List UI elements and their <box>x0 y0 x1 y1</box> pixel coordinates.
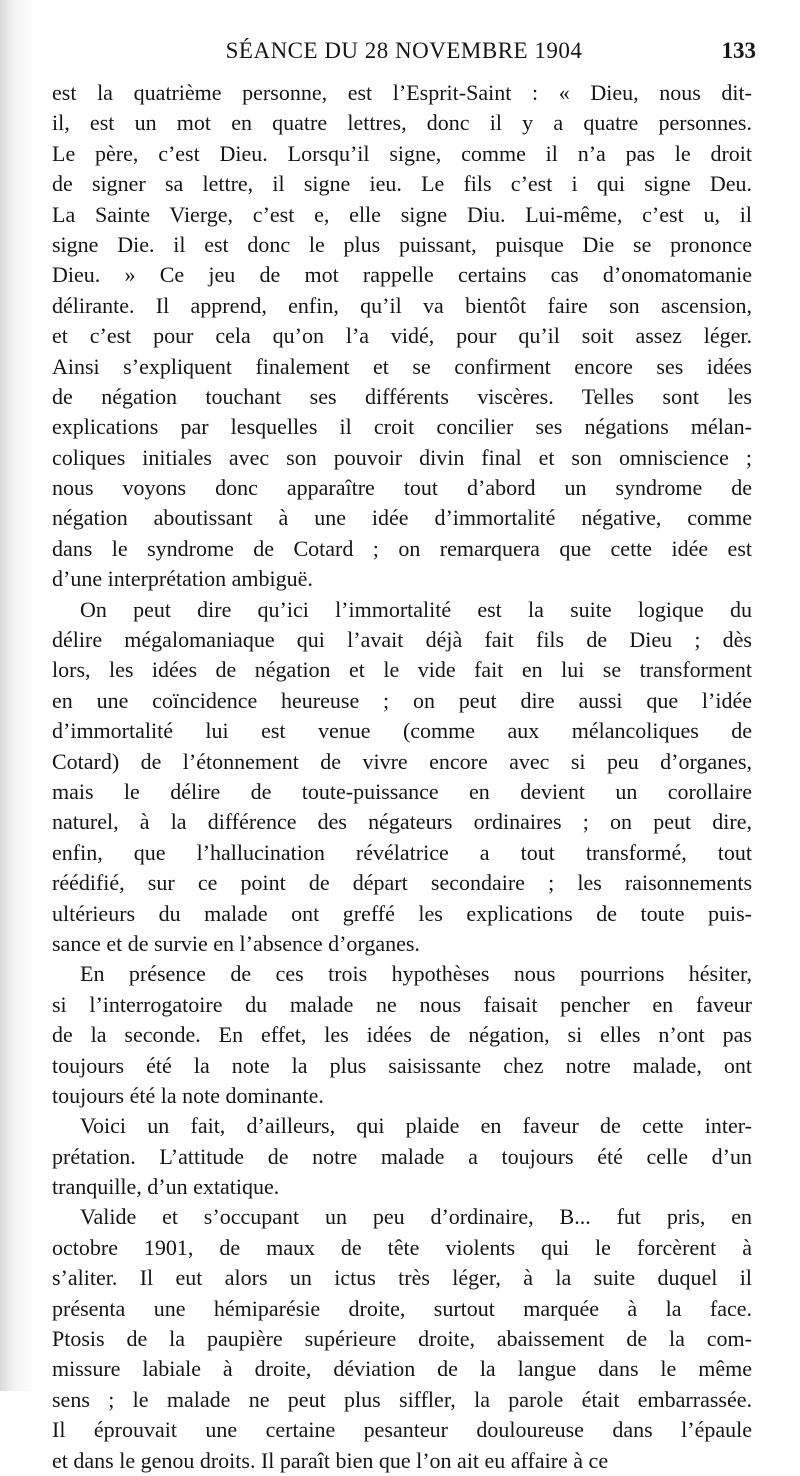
text-line: On peut dire qu’ici l’immortalité est la suite logique du <box>80 596 752 622</box>
text-line: présenta une hémiparésie droite, surtout marquée à la face. <box>52 1295 752 1321</box>
text-line: si l’interrogatoire du malade ne nous faisait pencher en faveur <box>52 991 752 1017</box>
text-line: délirante. Il apprend, enfin, qu’il va bientôt faire son ascension, <box>52 292 752 318</box>
text-line: lors, les idées de négation et le vide fait en lui se transforment <box>52 657 752 683</box>
text-line: dans le syndrome de Cotard ; on remarquera que cette idée est <box>52 535 752 561</box>
text-line: il, est un mot en quatre lettres, donc il y a quatre personnes. <box>52 110 752 136</box>
text-line: tranquille, d’un extatique. <box>52 1174 280 1200</box>
text-line: signe Die. il est donc le plus puissant, puisque Die se prononce <box>52 231 752 257</box>
text-line: et dans le genou droits. Il paraît bien que l’on ait eu affaire à ce <box>52 1447 609 1473</box>
text-line: toujours été la note dominante. <box>52 1082 324 1108</box>
text-line: de négation touchant ses différents viscères. Telles sont les <box>52 383 752 409</box>
text-line: sens ; le malade ne peut plus siffler, la parole était embarrassée. <box>52 1386 752 1412</box>
text-line: naturel, à la différence des négateurs ordinaires ; on peut dire, <box>52 809 752 835</box>
text-line: prétation. L’attitude de notre malade a toujours été celle d’un <box>52 1143 752 1169</box>
paragraph <box>52 78 752 595</box>
text-line: La Sainte Vierge, c’est e, elle signe Diu. Lui-même, c’est u, il <box>52 201 752 227</box>
text-line: de la seconde. En effet, les idées de négation, si elles n’ont pas <box>52 1022 752 1048</box>
text-line: Dieu. » Ce jeu de mot rappelle certains cas d’onomatomanie <box>52 262 752 288</box>
text-line: est la quatrième personne, est l’Esprit-Saint : « Dieu, nous dit- <box>52 80 752 105</box>
text-line: Ainsi s’expliquent finalement et se confirment encore ses idées <box>52 353 752 379</box>
text-line: Cotard) de l’étonnement de vivre encore avec si peu d’organes, <box>52 748 752 774</box>
paragraph <box>52 595 752 960</box>
paragraph <box>52 959 752 1111</box>
text-line: sance et de survie en l’absence d’organes. <box>52 930 420 956</box>
text-line: toujours été la note la plus saisissante chez notre malade, ont <box>52 1052 752 1078</box>
text-line: Le père, c’est Dieu. Lorsqu’il signe, comme il n’a pas le droit <box>52 140 752 166</box>
text-line: Ptosis de la paupière supérieure droite, abaissement de la com- <box>52 1326 752 1352</box>
text-line: négation aboutissant à une idée d’immortalité négative, comme <box>52 505 752 531</box>
text-line: ultérieurs du malade ont greffé les explications de toute puis- <box>52 900 752 926</box>
text-line: mais le délire de toute-puissance en devient un corollaire <box>52 778 752 804</box>
header-title: SÉANCE DU 28 NOVEMBRE 1904 <box>225 38 583 63</box>
text-line: explications par lesquelles il croit concilier ses négations mélan- <box>52 414 752 440</box>
text-line: Valide et s’occupant un peu d’ordinaire, B... fut pris, en <box>80 1204 752 1230</box>
text-line: octobre 1901, de maux de tête violents qui le forcèrent à <box>52 1234 752 1260</box>
paragraph <box>52 1111 752 1202</box>
page-number: 133 <box>721 38 756 63</box>
text-line: nous voyons donc apparaître tout d’abord un syndrome de <box>52 475 752 501</box>
running-header <box>52 38 756 68</box>
text-line: s’aliter. Il eut alors un ictus très léger, à la suite duquel il <box>52 1265 752 1291</box>
text-line: en une coïncidence heureuse ; on peut dire aussi que l’idée <box>52 687 752 713</box>
body-text <box>52 78 752 1476</box>
text-line: et c’est pour cela qu’on l’a vidé, pour qu’il soit assez léger. <box>52 323 752 349</box>
text-line: missure labiale à droite, déviation de la langue dans le même <box>52 1356 752 1382</box>
text-line: d’une interprétation ambiguë. <box>52 566 313 592</box>
text-line: Voici un fait, d’ailleurs, qui plaide en faveur de cette inter- <box>80 1113 752 1139</box>
text-line: de signer sa lettre, il signe ieu. Le fils c’est i qui signe Deu. <box>52 171 752 197</box>
text-line: Il éprouvait une certaine pesanteur douloureuse dans l’épaule <box>52 1417 752 1443</box>
text-line: réédifié, sur ce point de départ secondaire ; les raisonnements <box>52 870 752 896</box>
text-line: En présence de ces trois hypothèses nous pourrions hésiter, <box>80 961 752 987</box>
paragraph <box>52 1202 752 1476</box>
text-line: coliques initiales avec son pouvoir divin final et son omniscience ; <box>52 444 752 470</box>
text-line: enfin, que l’hallucination révélatrice a tout transformé, tout <box>52 839 752 865</box>
text-line: délire mégalomaniaque qui l’avait déjà fait fils de Dieu ; dès <box>52 627 752 653</box>
text-line: d’immortalité lui est venue (comme aux mélancoliques de <box>52 718 752 744</box>
